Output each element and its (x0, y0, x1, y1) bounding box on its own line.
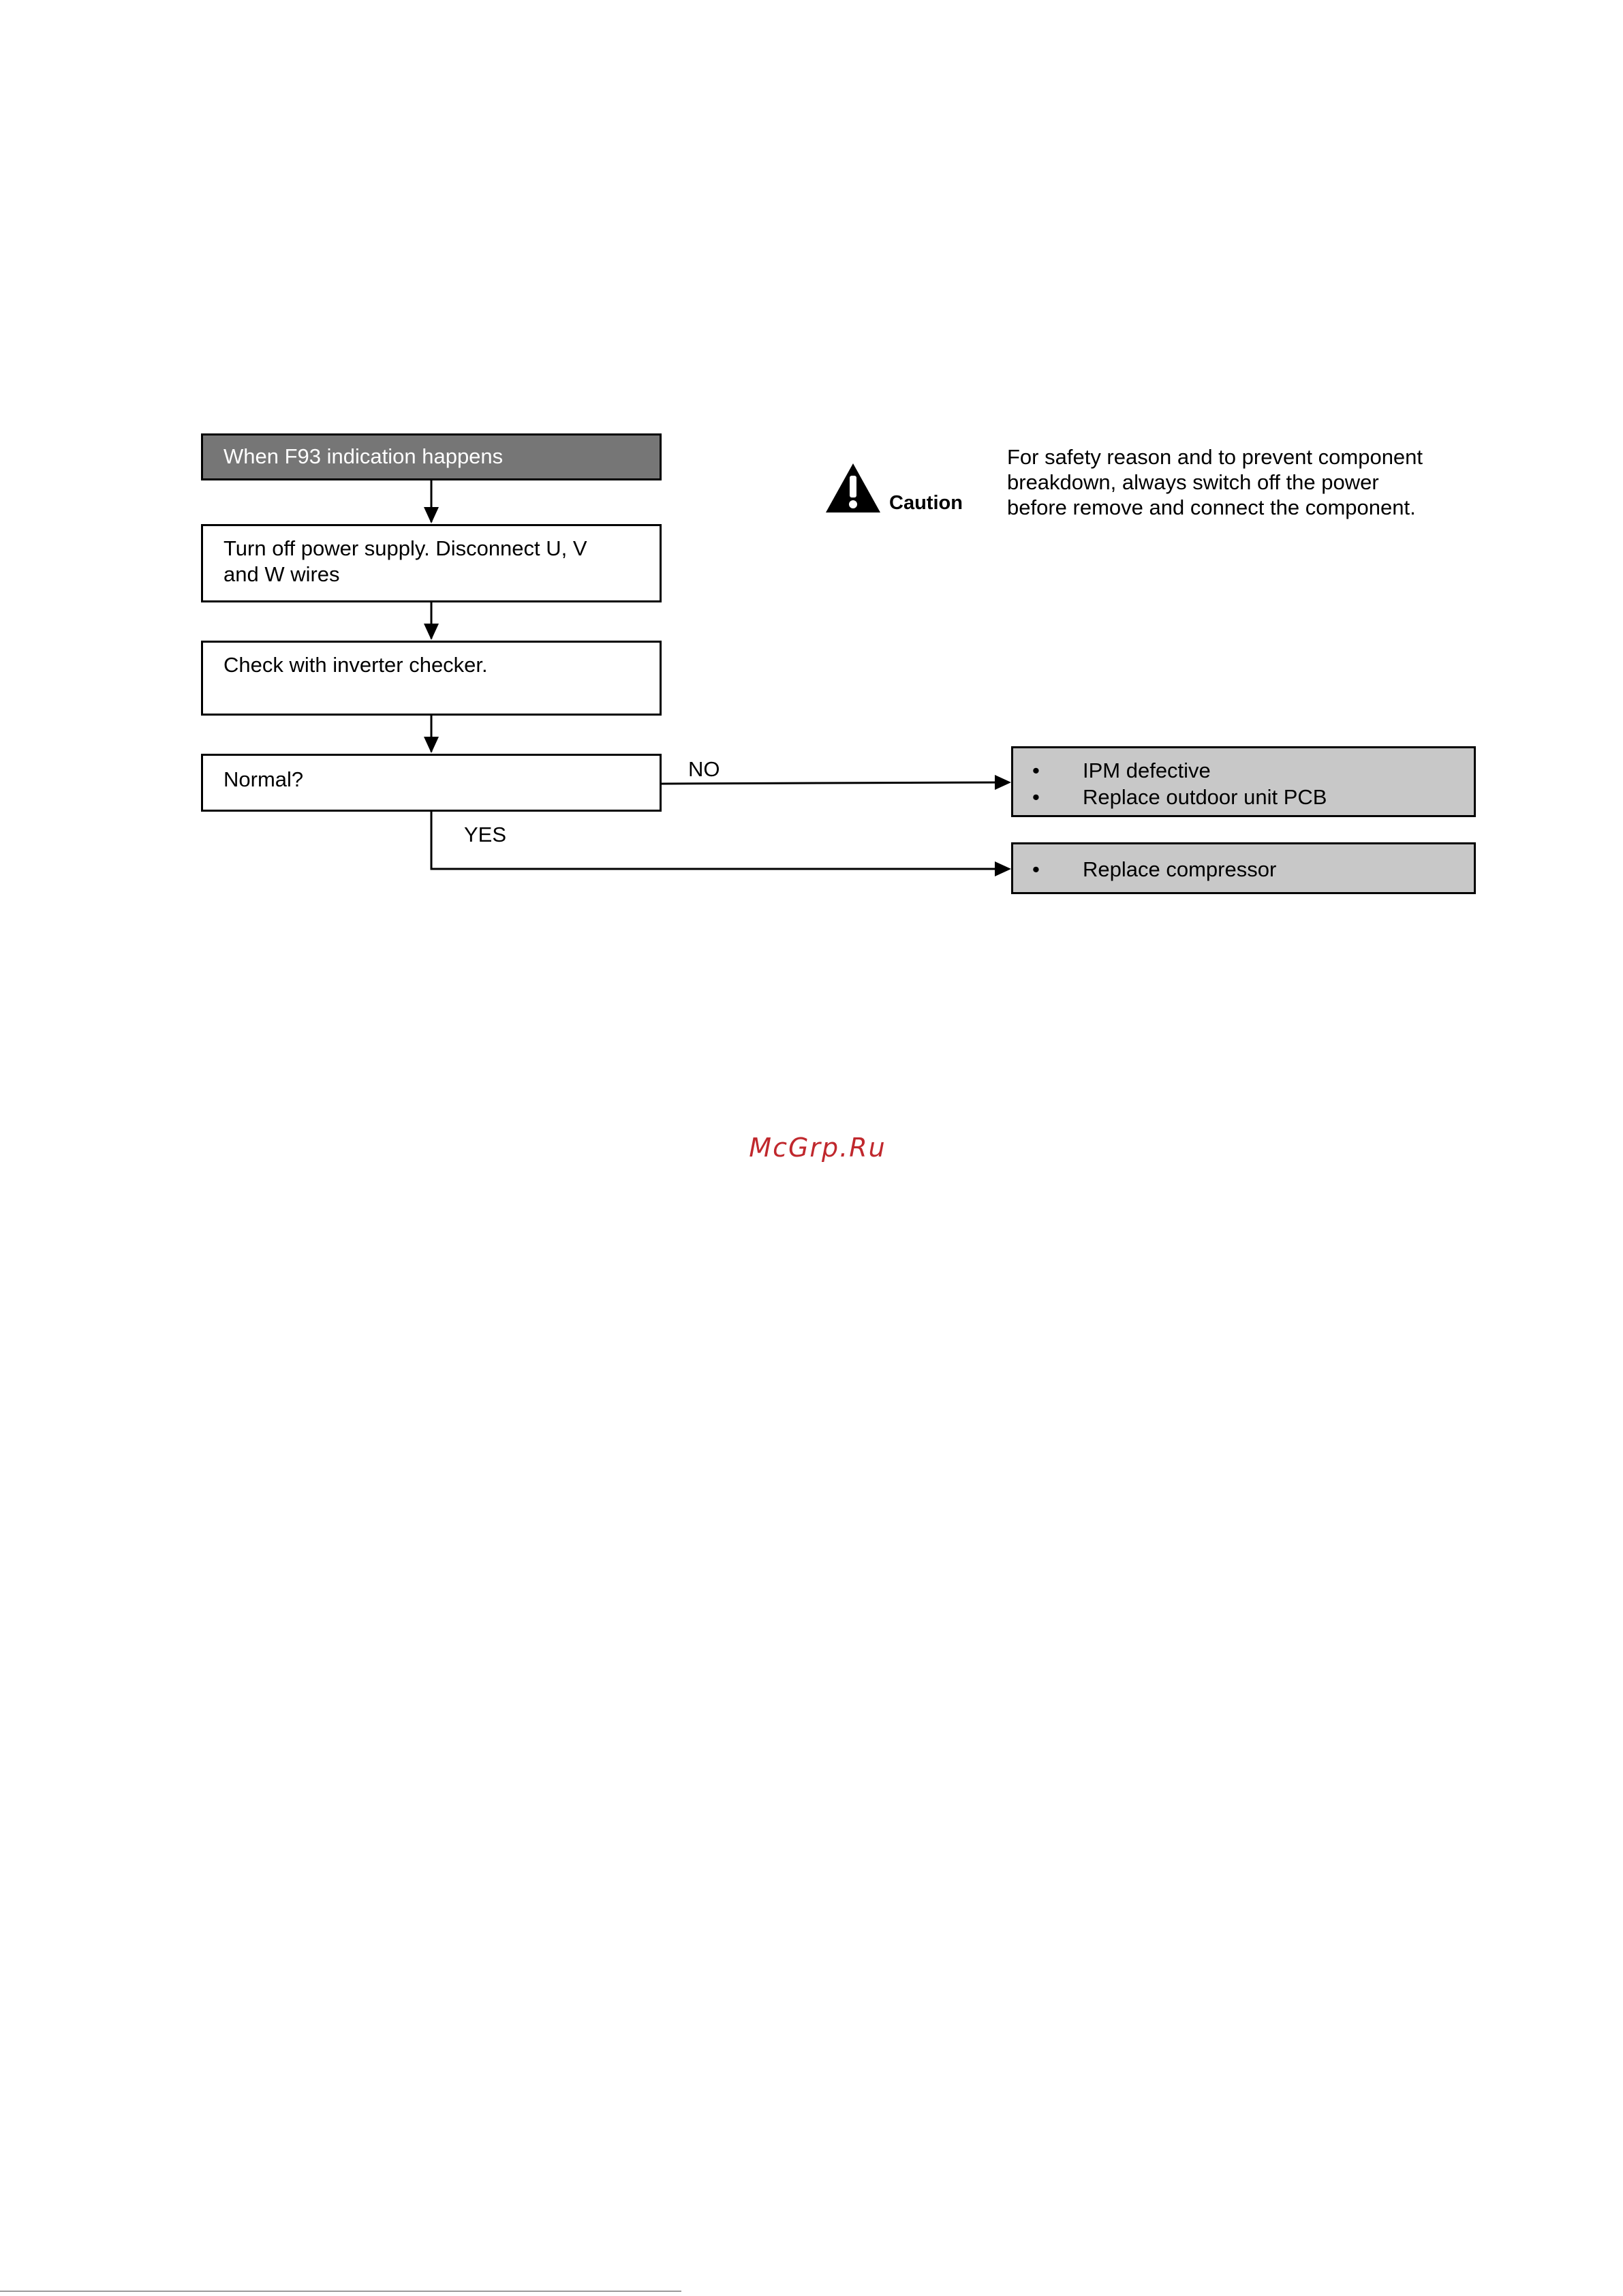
branch-label-no: NO (688, 757, 720, 781)
caution-badge (824, 462, 974, 517)
bullet-icon: • (1032, 759, 1040, 782)
watermark-text: McGrp.Ru (749, 1133, 886, 1163)
flow-step-power-off (201, 524, 662, 602)
connector-no-branch (662, 782, 1009, 784)
list-item: • IPM defective (1032, 759, 1211, 782)
result-list-yes (1032, 856, 1276, 883)
caution-note-line: For safety reason and to prevent component (1007, 445, 1423, 469)
result-box-no (1011, 746, 1476, 817)
power-off-line-1: Turn off power supply. Disconnect U, V (223, 536, 587, 560)
bullet-icon: • (1032, 785, 1040, 809)
flow-step-power-off-text (223, 536, 587, 587)
arrowhead-power (424, 507, 439, 523)
list-item: • Replace compressor (1032, 857, 1277, 881)
flow-start-text: When F93 indication happens (223, 444, 504, 468)
result-box-yes (1011, 842, 1476, 894)
arrowhead-yes (995, 861, 1011, 876)
flow-step-inverter-check (201, 641, 662, 716)
caution-note-line: before remove and connect the component. (1007, 495, 1416, 519)
arrowhead-normal (424, 737, 439, 753)
list-item: • Replace outdoor unit PCB (1032, 785, 1327, 809)
flow-decision-normal (201, 754, 662, 812)
arrowhead-check (424, 624, 439, 640)
flow-decision-text: Normal? (223, 767, 304, 791)
branch-label-yes: YES (464, 823, 507, 846)
connector-yes-branch (431, 812, 1009, 869)
bullet-icon: • (1032, 857, 1040, 881)
arrowhead-no (995, 775, 1011, 790)
caution-note (1007, 444, 1484, 520)
footer-divider (0, 2291, 681, 2292)
caution-note-line: breakdown, always switch off the power (1007, 470, 1379, 494)
flow-start-box (201, 433, 662, 480)
power-off-line-2: and W wires (223, 562, 340, 586)
warning-triangle-icon (824, 462, 882, 514)
flow-step-inverter-check-text: Check with inverter checker. (223, 653, 488, 677)
result-list-no (1032, 757, 1327, 810)
caution-label: Caution (889, 492, 963, 514)
